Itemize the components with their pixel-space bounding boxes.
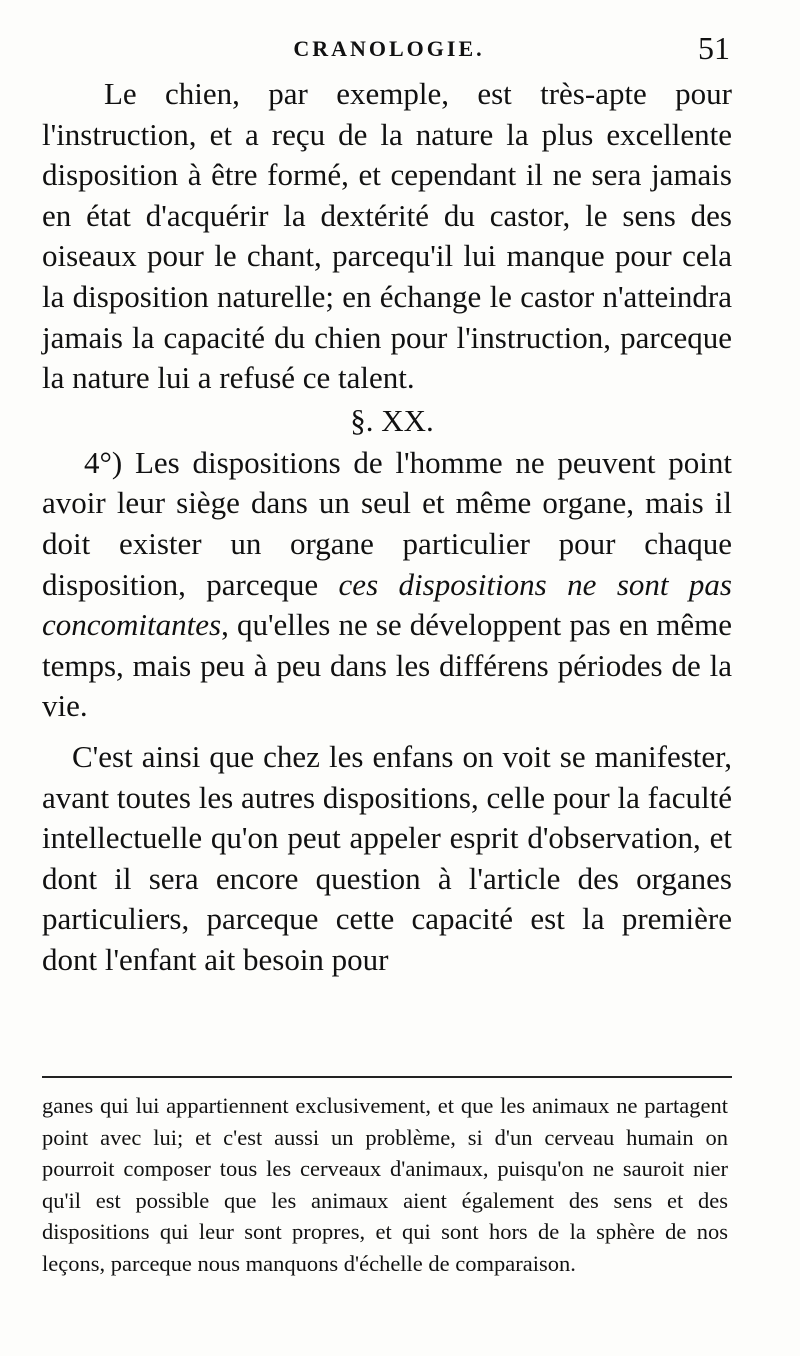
section-heading: §. XX. — [350, 402, 434, 438]
paragraph-dispositions-text-start: 4°) Les dispositions de l'homme ne peuvent point avoir leur siège dans un seul et même organe, mais il doit exister un organe particulier pour chaque disposition, parceque — [42, 444, 732, 602]
paragraph-dog-example: Le chien, par exemple, est très-apte pour l'instruction, et a reçu de la nature la plus excellente disposition à être formé, et cependant il ne sera jamais en état d'acquérir la dextérité du castor, le sens des oiseaux pour le chant, parcequ'il lui manque pour cela la disposition naturelle; en échange le castor n'atteindra jamais la capacité du chien pour l'instruction, parceque la nature lui a refusé ce talent. — [42, 76, 732, 396]
paragraph-dispositions — [42, 443, 732, 727]
paragraph-dispositions-text-end: , qu'elles ne se développent pas en même temps, mais peu à peu dans les différens périodes de la vie. — [42, 607, 732, 724]
paragraph-children: C'est ainsi que chez les enfans on voit se manifester, avant toutes les autres dispositions, celle pour la faculté intellectuelle qu'on peut appeler esprit d'observation, et dont il sera encore question à l'article des organes particuliers, parceque cette capacité est la première dont l'enfant ait besoin pour — [42, 738, 732, 977]
main-text — [42, 74, 732, 980]
running-title: CRANOLOGIE. — [293, 36, 485, 61]
footnote-text: ganes qui lui appartiennent exclusivement, et que les animaux ne partagent point avec lui; et c'est aussi un problème, si d'un cerveau humain on pourroit composer tous les cerveaux d'animaux, puisqu'on ne sauroit nier qu'il est possible que les animaux aient également des sens et des dispositions qui leur sont propres, et qui sont hors de la sphère de nos leçons, parceque nous manquons d'échelle de comparaison. — [42, 1093, 728, 1276]
footnote — [42, 1090, 728, 1280]
paragraph-dispositions-italic: ces dispositions ne sont pas concomitantes — [42, 566, 732, 643]
page-header — [44, 30, 734, 70]
footnote-divider — [42, 1076, 732, 1078]
page-number: 51 — [698, 30, 730, 66]
